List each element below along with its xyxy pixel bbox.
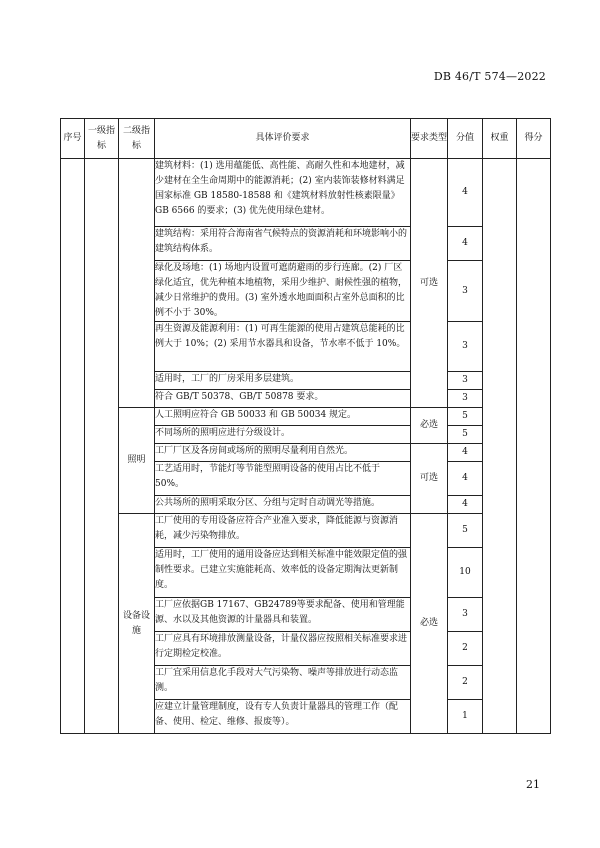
score-cell: 3 xyxy=(448,261,483,322)
score-cell: 5 xyxy=(448,408,483,426)
score-cell: 2 xyxy=(448,632,483,666)
score-cell: 5 xyxy=(448,426,483,444)
score-cell: 4 xyxy=(448,496,483,514)
requirement-cell: 工厂应依据GB 17167、GB24789等要求配备、使用和管理能源、水以及其他资源的计量器具和装置。 xyxy=(155,598,411,632)
weight-cell xyxy=(483,159,517,734)
header-type: 要求类型 xyxy=(411,119,448,159)
requirement-cell: 绿化及场地：(1) 场地内设置可遮荫避雨的步行连廊。(2) 厂区绿化适宜，优先种植本地植物，采用少维护、耐候性强的植物，减少日常维护的费用。(3) 室外透水地面面积占室外总面积的比例不小于 30%。 xyxy=(155,261,411,322)
seq-cell xyxy=(61,159,85,734)
type-cell: 可选 xyxy=(411,444,448,514)
requirement-cell: 再生资源及能源利用：(1) 可再生能源的使用占建筑总能耗的比例大于 10%；(2) 采用节水器具和设备，节水率不低于 10%。 xyxy=(155,322,411,372)
table-row xyxy=(61,514,551,548)
table-row xyxy=(61,408,551,426)
score-cell: 4 xyxy=(448,159,483,227)
evaluation-table xyxy=(60,118,551,734)
requirement-cell: 适用时，工厂的厂房采用多层建筑。 xyxy=(155,372,411,390)
level2-cell-lighting: 照明 xyxy=(119,408,155,514)
header-requirement: 具体评价要求 xyxy=(155,119,411,159)
score-cell: 3 xyxy=(448,322,483,372)
header-level1: 一级指标 xyxy=(85,119,119,159)
score-cell: 4 xyxy=(448,444,483,462)
requirement-cell: 适用时，工厂使用的通用设备应达到相关标准中能效限定值的强制性要求。已建立实施能耗高、效率低的设备定期淘汰更新制度。 xyxy=(155,548,411,598)
requirement-cell: 工厂宜采用信息化手段对大气污染物、噪声等排放进行动态监测。 xyxy=(155,666,411,700)
requirement-cell: 工艺适用时，节能灯等节能型照明设备的使用占比不低于 50%。 xyxy=(155,462,411,496)
score-cell: 5 xyxy=(448,514,483,548)
level2-cell-building xyxy=(119,159,155,408)
score-cell: 1 xyxy=(448,700,483,734)
table-row xyxy=(61,159,551,227)
requirement-cell: 工厂厂区及各房间或场所的照明尽量利用自然光。 xyxy=(155,444,411,462)
requirement-cell: 符合 GB/T 50378、GB/T 50878 要求。 xyxy=(155,390,411,408)
type-cell: 可选 xyxy=(411,159,448,408)
requirement-cell: 应建立计量管理制度，设有专人负责计量器具的管理工作（配备、使用、检定、维修、报废等）。 xyxy=(155,700,411,734)
score-cell: 4 xyxy=(448,462,483,496)
header-seq: 序号 xyxy=(61,119,85,159)
page-number: 21 xyxy=(526,778,540,791)
requirement-cell: 工厂使用的专用设备应符合产业准入要求，降低能源与资源消耗，减少污染物排放。 xyxy=(155,514,411,548)
requirement-cell: 人工照明应符合 GB 50033 和 GB 50034 规定。 xyxy=(155,408,411,426)
score-cell: 3 xyxy=(448,598,483,632)
requirement-cell: 建筑材料：(1) 选用蕴能低、高性能、高耐久性和本地建材，减少建材在全生命周期中的能源消耗；(2) 室内装饰装修材料满足国家标准 GB 18580-18588 和《建筑材料放射性核素限量》GB 6566 的要求；(3) 优先使用绿色建材。 xyxy=(155,159,411,227)
score-cell: 10 xyxy=(448,548,483,598)
score-cell: 3 xyxy=(448,372,483,390)
header-level2: 二级指标 xyxy=(119,119,155,159)
level1-cell xyxy=(85,159,119,734)
type-cell: 必选 xyxy=(411,514,448,734)
header-score: 分值 xyxy=(448,119,483,159)
score-cell: 4 xyxy=(448,227,483,261)
requirement-cell: 建筑结构：采用符合海南省气候特点的资源消耗和环境影响小的建筑结构体系。 xyxy=(155,227,411,261)
header-points: 得分 xyxy=(517,119,551,159)
document-id: DB 46/T 574—2022 xyxy=(433,70,546,83)
level2-cell-equipment: 设备设施 xyxy=(119,514,155,734)
score-cell: 2 xyxy=(448,666,483,700)
points-cell xyxy=(517,159,551,734)
table-header-row xyxy=(61,119,551,159)
requirement-cell: 不同场所的照明应进行分级设计。 xyxy=(155,426,411,444)
requirement-cell: 公共场所的照明采取分区、分组与定时自动调光等措施。 xyxy=(155,496,411,514)
header-weight: 权重 xyxy=(483,119,517,159)
score-cell: 3 xyxy=(448,390,483,408)
requirement-cell: 工厂应具有环境排放测量设备，计量仪器应按照相关标准要求进行定期检定校准。 xyxy=(155,632,411,666)
type-cell: 必选 xyxy=(411,408,448,444)
